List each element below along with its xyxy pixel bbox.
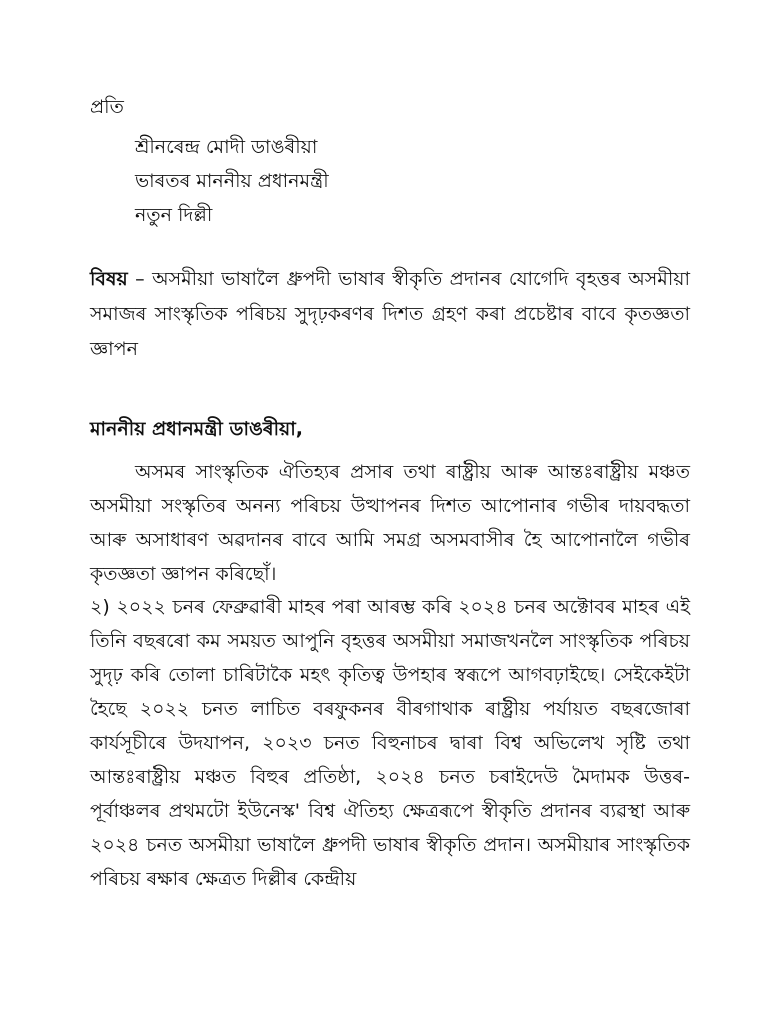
recipient-title: ভাৰতৰ মাননীয় প্ৰধানমন্ত্ৰী [135, 170, 329, 192]
subject-label: বিষয় [90, 268, 128, 290]
recipient-place: নতুন দিল্লী [135, 204, 213, 226]
recipient-block [135, 130, 329, 232]
body-paragraph-2: ২) ২০২২ চনৰ ফেব্ৰুৱাৰী মাহৰ পৰা আৰম্ভ কৰি ২০২৪ চনৰ অক্টোবৰ মাহৰ এই তিনি বছৰৰো কম সময়ত আপুনি বৃহত্তৰ অসমীয়া সমাজখনলৈ সাংস্কৃতিক পৰিচয় সুদৃঢ় কৰি তোলা চাৰিটাকৈ মহৎ কৃতিত্ব উপহাৰ স্বৰূপে আগবঢ়াইছে। সেইকেইটা হৈছে ২০২২ চনত লাচিত বৰফুকনৰ বীৰগাথাক ৰাষ্ট্ৰীয় পৰ্যায়ত বছৰজোৰা কাৰ্যসূচীৰে উদযাপন, ২০২৩ চনত বিহুনাচৰ দ্বাৰা বিশ্ব অভিলেখ সৃষ্টি তথা আন্তঃৰাষ্ট্ৰীয় মঞ্চত বিহুৰ প্ৰতিষ্ঠা, ২০২৪ চনত চৰাইদেউ মৈদামক উত্তৰ-পূৰ্বাঞ্চলৰ প্ৰথমটো ইউনেস্ক' বিশ্ব ঐতিহ্য ক্ষেত্ৰৰূপে স্বীকৃতি প্ৰদানৰ ব্যৱস্থা আৰু ২০২৪ চনত অসমীয়া ভাষালৈ ধ্ৰুপদী ভাষাৰ স্বীকৃতি প্ৰদান। অসমীয়াৰ সাংস্কৃতিক পৰিচয় ৰক্ষাৰ ক্ষেত্ৰত দিল্লীৰ কেন্দ্ৰীয় [90, 596, 690, 890]
to-label: প্ৰতি [90, 96, 124, 118]
subject-text: – অসমীয়া ভাষালৈ ধ্ৰুপদী ভাষাৰ স্বীকৃতি প্ৰদানৰ যোগেদি বৃহত্তৰ অসমীয়া সমাজৰ সাংস্কৃতিক পৰিচয় সুদৃঢ়কৰণৰ দিশত গ্ৰহণ কৰা প্ৰচেষ্টাৰ বাবে কৃতজ্ঞতা জ্ঞাপন [90, 268, 690, 360]
greeting: মাননীয় প্ৰধানমন্ত্ৰী ডাঙৰীয়া, [90, 418, 303, 440]
subject-line [90, 262, 690, 367]
recipient-name: শ্ৰীনৰেন্দ্ৰ মোদী ডাঙৰীয়া [135, 136, 318, 158]
body-paragraph-1: অসমৰ সাংস্কৃতিক ঐতিহ্যৰ প্ৰসাৰ তথা ৰাষ্ট্ৰীয় আৰু আন্তঃৰাষ্ট্ৰীয় মঞ্চত অসমীয়া সংস্কৃতিৰ অনন্য পৰিচয় উত্থাপনৰ দিশত আপোনাৰ গভীৰ দায়বদ্ধতা আৰু অসাধাৰণ অৱদানৰ বাবে আমি সমগ্ৰ অসমবাসীৰ হৈ আপোনালৈ গভীৰ কৃতজ্ঞতা জ্ঞাপন কৰিছোঁ। [90, 461, 690, 585]
